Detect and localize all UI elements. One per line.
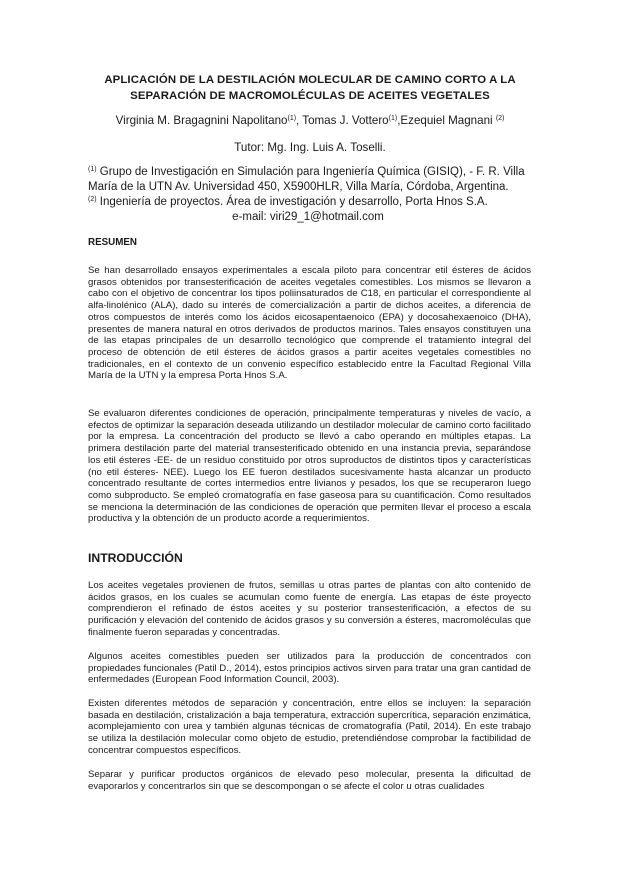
intro-paragraph-3: Existen diferentes métodos de separación y concentración, entre ellos se incluyen: la separación basada en destilación, cristalización a baja temperatura, extracción supercrítica, separación enzimática, acomplejamiento con urea y también algunas técnicas de cromatografía (Patil, 2014). En este trabajo se utiliza la destilación molecular como objeto de estudio, pretendiéndose comprobar la factibilidad de concentrar compuestos específicos. (88, 698, 531, 756)
affiliation-1-mark: (1) (88, 166, 97, 173)
abstract-paragraph-1: Se han desarrollado ensayos experimentales a escala piloto para concentrar etil ésteres de ácidos grasos obtenidos por transesterificación de aceites vegetales comestibles. Los mismos se llevaron a cabo con el objetivo de concentrar los tipos poliinsaturados de C18, en particular el correspondiente al alfa-linolénico (ALA), dado su interés de comercialización a partir de dichos aceites, a diferencia de otros compuestos de interés como los ácidos eicosapentaenoico (EPA) y docosahexaenoico (DHA), presentes de manera natural en otros derivados de productos marinos. Tales ensayos constituyen una de las etapas principales de un desarrollo tecnológico que comprende el tratamiento integral del proceso de obtención de etil ésteres de ácidos grasos a partir aceites vegetales comestibles no tradicionales, en el contexto de un convenio específico establecido entre la Facultad Regional Villa María de la UTN y la empresa Porta Hnos S.A. (88, 265, 531, 382)
intro-paragraph-1: Los aceites vegetales provienen de frutos, semillas u otras partes de plantas con alto contenido de ácidos grasos, en los cuales se acumulan como fuente de energía. Las etapas de éste proyecto comprendieron el refinado de éstos aceites y su posterior transesterificación, a efectos de su purificación y elevación del contenido de ácidos grasos y su conversión a ésteres, macromoléculas que finalmente fueron separadas y concentradas. (88, 580, 531, 638)
affiliations (88, 165, 528, 225)
author-list (40, 113, 580, 129)
contact-email: e-mail: viri29_1@hotmail.com (232, 211, 384, 223)
author-1: Virginia M. Bragagnini Napolitano (115, 114, 288, 127)
abstract-paragraph-2: Se evaluaron diferentes condiciones de operación, principalmente temperaturas y niveles de vacío, a efectos de optimizar la separación deseada utilizando un destilador molecular de camino corto facilitado por la empresa. La concentración del producto se llevó a cabo operando en múltiples etapas. La primera destilación parte del material transesterificado obtenido en una instancia previa, separándose los etil ésteres -EE- de un residuo constituido por otros suproductos de distintos tipos y características (no etil ésteres- NEE). Luego los EE fueron destilados sucesivamente hasta alcanzar un producto concentrado resultante de cortes intermedios entre livianos y pesados, los que se recuperaron luego como subproducto. Se empleó cromatografía en fase gaseosa para su cuantificación. Como resultados se menciona la determinación de las condiciones de operación que permiten llevar el proceso a escala productiva y la obtención de un producto acorde a requerimientos. (88, 408, 531, 525)
author-3: ,Ezequiel Magnani (397, 114, 496, 127)
affiliation-2-mark: (2) (88, 196, 97, 203)
affiliation-1 (88, 165, 528, 195)
intro-paragraph-2: Algunos aceites comestibles pueden ser utilizados para la producción de concentrados con propiedades funcionales (Patil D., 2014), estos principios activos sirven para tratar una gran cantidad de enfermedades (European Food Information Council, 2003). (88, 651, 531, 686)
affiliation-1-text: Grupo de Investigación en Simulación para Ingeniería Química (GISIQ), - F. R. Villa María de la UTN Av. Universidad 450, X5900HLR, Villa María, Córdoba, Argentina. (88, 166, 525, 193)
section-heading-resumen: RESUMEN (88, 237, 137, 248)
affiliation-2 (88, 195, 528, 210)
tutor-line: Tutor: Mg. Ing. Luis A. Toselli. (234, 141, 386, 154)
intro-paragraph-4: Separar y purificar productos orgánicos de elevado peso molecular, presenta la dificultad de evaporarlos y concentrarlos sin que se descompongan o se afecte el color u otras cualidades (88, 769, 531, 792)
affiliation-2-text: Ingeniería de proyectos. Área de investigación y desarrollo, Porta Hnos S.A. (96, 196, 488, 208)
author-2-affiliation-mark: (1) (388, 115, 398, 122)
paper-title: APLICACIÓN DE LA DESTILACIÓN MOLECULAR DE CAMINO CORTO A LA SEPARACIÓN DE MACROMOLÉCULAS DE ACEITES VEGETALES (104, 74, 516, 102)
author-1-affiliation-mark: (1) (287, 115, 297, 122)
author-3-affiliation-mark: (2) (495, 115, 505, 122)
section-heading-introduccion: INTRODUCCIÓN (88, 551, 183, 565)
author-2: , Tomas J. Vottero (296, 114, 389, 127)
